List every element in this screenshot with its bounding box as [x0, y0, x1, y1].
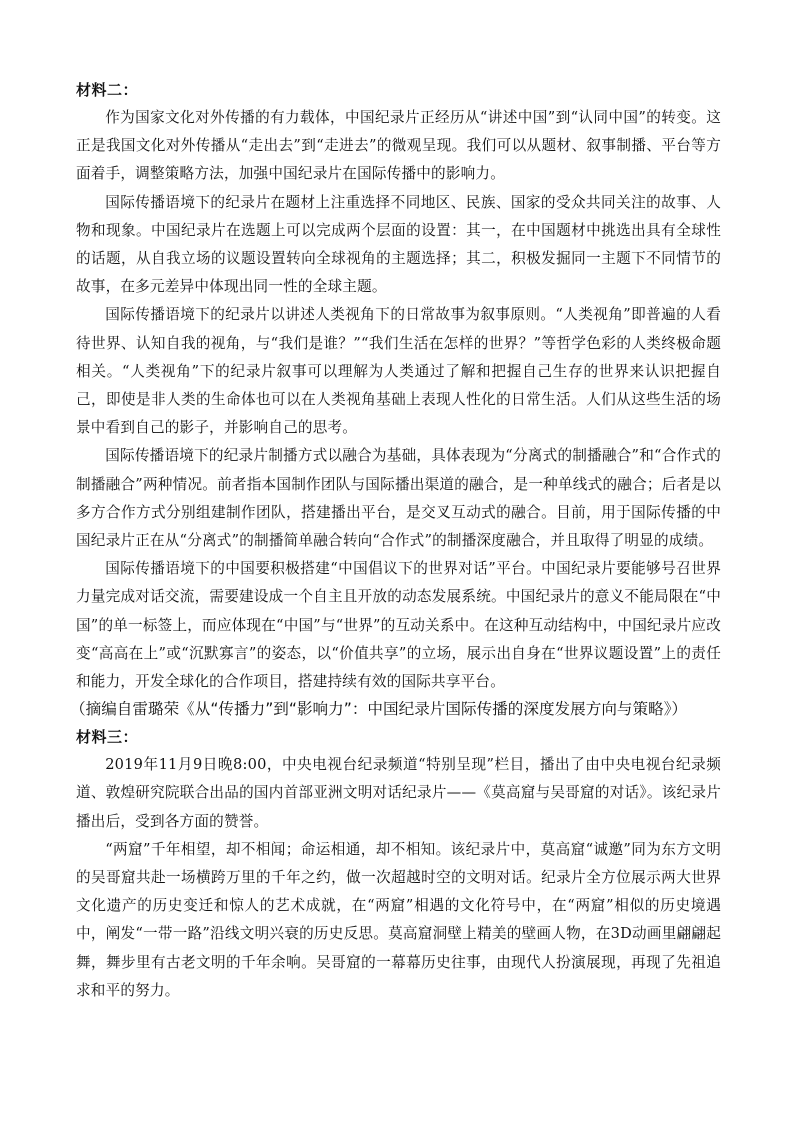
- material-three-paragraph-2: “两窟”千年相望，却不相闻；命运相通，却不相知。该纪录片中，莫高窟“诚邀”同为东方文明的吴哥窟共赴一场横跨万里的千年之约，做一次超越时空的文明对话。纪录片全方位展示两大世界文化遗产的历史变迁和惊人的艺术成就，在“两窟”相遇的文化符号中，在“两窟”相似的历史境遇中，阐发“一带一路”沿线文明兴衰的历史反思。莫高窟洞壁上精美的壁画人物，在3D动画里翩翩起舞，舞步里有古老文明的千年余响。吴哥窟的一幕幕历史往事，由现代人扮演展现，再现了先祖追求和平的努力。: [76, 840, 721, 999]
- material-three-paragraph-1: 2019年11月9日晚8:00，中央电视台纪录频道“特别呈现”栏目，播出了由中央电视台纪录频道、敦煌研究院联合出品的国内首部亚洲文明对话纪录片——《莫高窟与吴哥窟的对话》。该纪录片播出后，受到各方面的赞誉。: [76, 756, 721, 830]
- material-two-paragraph-3: 国际传播语境下的纪录片以讲述人类视角下的日常故事为叙事原则。“人类视角”即普遍的人看待世界、认知自我的视角，与“我们是谁？”“我们生活在怎样的世界？”等哲学色彩的人类终极命题相关。“人类视角”下的纪录片叙事可以理解为人类通过了解和把握自己生存的世界来认识把握自己，即使是非人类的生命体也可以在人类视角基础上表现人性化的日常生活。人们从这些生活的场景中看到自己的影子，并影响自己的思考。: [76, 306, 721, 437]
- material-two-heading: 材料二：: [76, 81, 139, 99]
- material-two-citation: （摘编自雷璐荣《从“传播力”到“影响力”：中国纪录片国际传播的深度发展方向与策略》）: [70, 700, 688, 719]
- material-two-paragraph-5: 国际传播语境下的中国要积极搭建“中国倡议下的世界对话”平台。中国纪录片要能够号召世界力量完成对话交流，需要建设成一个自主且开放的动态发展系统。中国纪录片的意义不能局限在“中国”的单一标签上，而应体现在“中国”与“世界”的互动关系中。在这种互动结构中，中国纪录片应改变“高高在上”或“沉默寡言”的姿态，以“价值共享”的立场，展示出自身在“世界议题设置”上的责任和能力，开发全球化的合作项目，搭建持续有效的国际共享平台。: [76, 560, 721, 691]
- material-two-paragraph-2: 国际传播语境下的纪录片在题材上注重选择不同地区、民族、国家的受众共同关注的故事、人物和现象。中国纪录片在选题上可以完成两个层面的设置：其一，在中国题材中挑选出具有全球性的话题，从自我立场的议题设置转向全球视角的主题选择；其二，积极发掘同一主题下不同情节的故事，在多元差异中体现出同一性的全球主题。: [76, 193, 721, 296]
- material-two-paragraph-1: 作为国家文化对外传播的有力载体，中国纪录片正经历从“讲述中国”到“认同中国”的转变。这正是我国文化对外传播从“走出去”到“走进去”的微观呈现。我们可以从题材、叙事制播、平台等方面着手，调整策略方法，加强中国纪录片在国际传播中的影响力。: [76, 109, 721, 183]
- material-three-heading: 材料三：: [76, 728, 139, 747]
- material-two-paragraph-4: 国际传播语境下的纪录片制播方式以融合为基础，具体表现为“分离式的制播融合”和“合作式的制播融合”两种情况。前者指本国制作团队与国际播出渠道的融合，是一种单线式的融合；后者是以多方合作方式分别组建制作团队，搭建播出平台，是交叉互动式的融合。目前，用于国际传播的中国纪录片正在从“分离式”的制播简单融合转向“合作式”的制播深度融合，并且取得了明显的成绩。: [76, 447, 721, 550]
- document-body: [70, 76, 721, 1005]
